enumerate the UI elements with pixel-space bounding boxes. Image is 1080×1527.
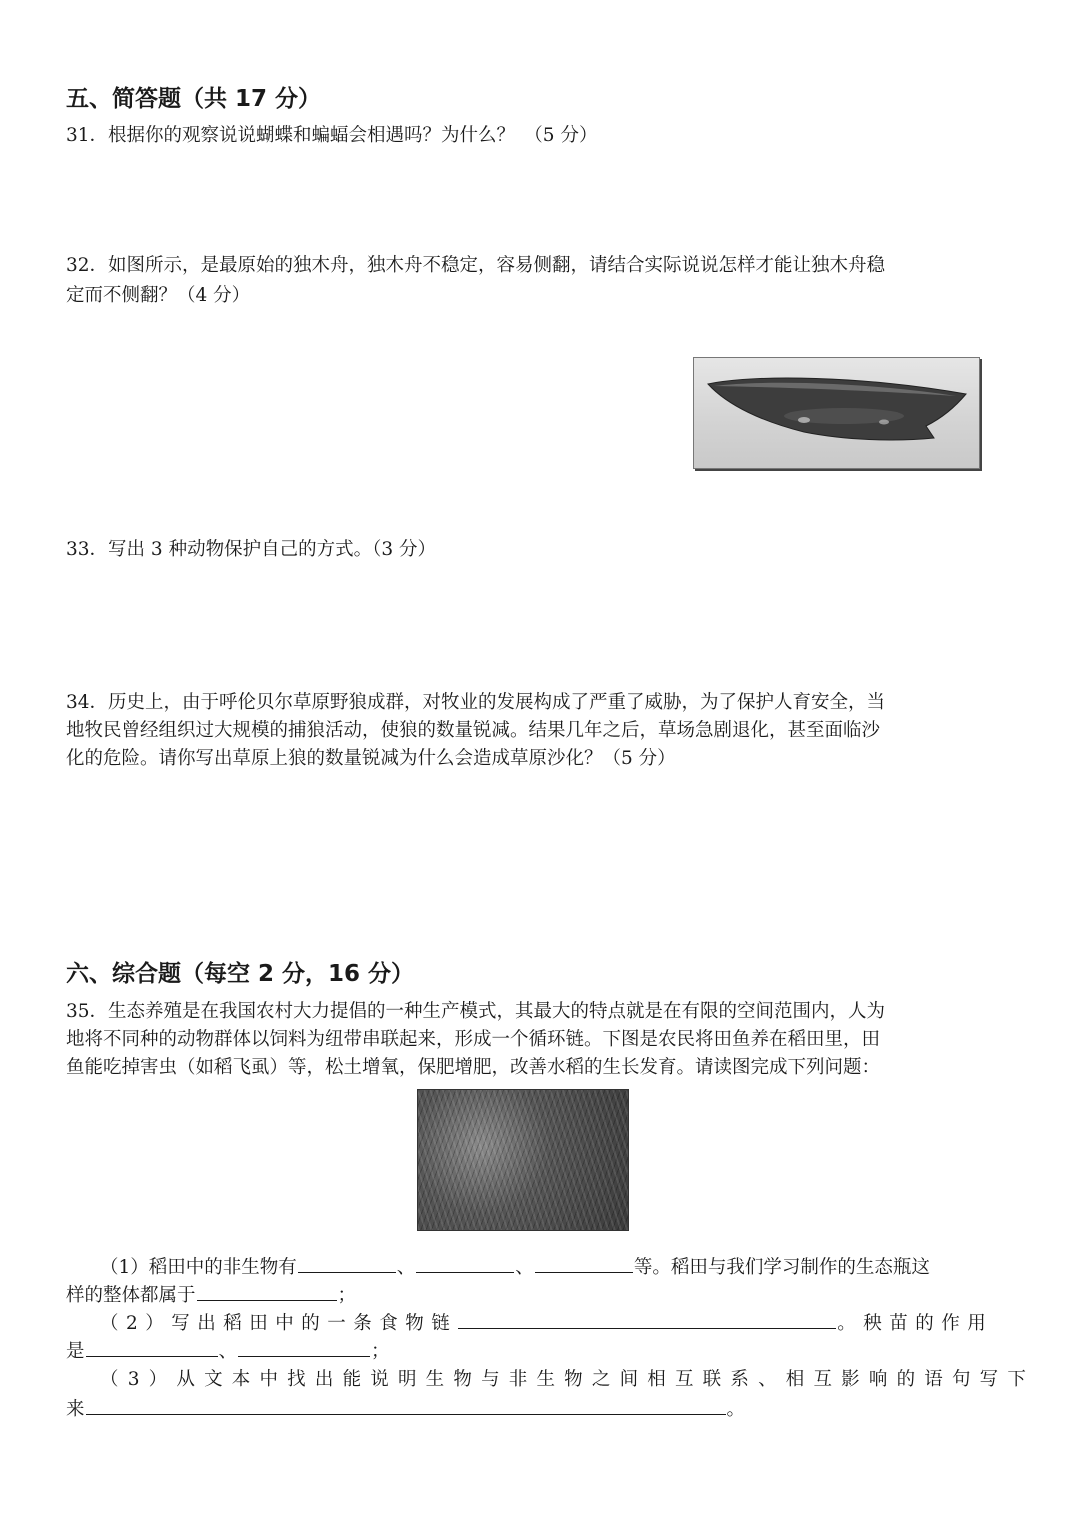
canoe-icon — [694, 358, 979, 468]
sub-2-suffix: 。秧苗的作用 — [837, 1313, 994, 1334]
line-end: ； — [371, 1341, 390, 1362]
sub-2-continuation: 是 — [66, 1341, 85, 1362]
answer-blank-2[interactable] — [416, 1252, 514, 1273]
answer-blank-4[interactable] — [197, 1280, 337, 1301]
separator: 、 — [218, 1341, 238, 1362]
sub-question-2-line-2 — [66, 1336, 390, 1366]
answer-blank-7[interactable] — [238, 1336, 370, 1357]
question-35-line-3: 鱼能吃掉害虫（如稻飞虱）等，松土增氧，保肥增肥，改善水稻的生长发育。请读图完成下列问题： — [66, 1057, 881, 1078]
line-end: ； — [337, 1285, 357, 1306]
sub-2-prefix: （2）写出稻田中的一条食物链 — [100, 1313, 458, 1334]
answer-blank-5[interactable] — [458, 1308, 836, 1329]
separator: 、 — [515, 1257, 534, 1278]
separator: 、 — [396, 1257, 416, 1278]
sub-question-1-line-2 — [66, 1280, 356, 1310]
sub-1-prefix: （1）稻田中的非生物有 — [100, 1257, 297, 1278]
answer-blank-6[interactable] — [86, 1336, 218, 1357]
section-5-heading: 五、简答题（共 17 分） — [66, 86, 322, 112]
question-35-line-2: 地将不同种的动物群体以饲料为纽带串联起来，形成一个循环链。下图是农民将田鱼养在稻田里，田 — [66, 1029, 881, 1050]
sub-question-3-line-1: （3）从文本中找出能说明生物与非生物之间相互联系、相互影响的语句写下 — [100, 1369, 1036, 1390]
answer-blank-1[interactable] — [298, 1252, 396, 1273]
question-34-line-2: 地牧民曾经组织过大规模的捕狼活动，使狼的数量锐减。结果几年之后，草场急剧退化，甚至面临沙 — [66, 720, 881, 741]
sub-question-3-line-2 — [66, 1394, 745, 1424]
question-31: 31．根据你的观察说说蝴蝶和蝙蝠会相遇吗？为什么？ （5 分） — [66, 125, 598, 146]
question-34-line-3: 化的危险。请你写出草原上狼的数量锐减为什么会造成草原沙化？（5 分） — [66, 748, 676, 769]
question-33: 33．写出 3 种动物保护自己的方式。（3 分） — [66, 539, 436, 560]
sub-1-continuation: 样的整体都属于 — [66, 1285, 196, 1306]
answer-blank-3[interactable] — [535, 1252, 633, 1273]
sub-question-2-line-1 — [100, 1308, 993, 1338]
sub-3-continuation: 来 — [66, 1399, 85, 1420]
section-6-heading: 六、综合题（每空 2 分，16 分） — [66, 961, 415, 987]
sub-question-1-line-1 — [100, 1252, 930, 1282]
answer-blank-8[interactable] — [86, 1394, 726, 1415]
dugout-canoe-photo — [693, 357, 980, 469]
question-32-line-2: 定而不侧翻？（4 分） — [66, 285, 251, 306]
question-34-line-1: 34．历史上，由于呼伦贝尔草原野狼成群，对牧业的发展构成了严重了威胁，为了保护人育安全，当 — [66, 692, 886, 713]
question-35-line-1: 35．生态养殖是在我国农村大力提倡的一种生产模式，其最大的特点就是在有限的空间范围内，人为 — [66, 1001, 886, 1022]
sub-1-suffix: 等。稻田与我们学习制作的生态瓶这 — [633, 1257, 930, 1278]
line-end: 。 — [726, 1399, 746, 1420]
question-32-line-1: 32．如图所示，是最原始的独木舟，独木舟不稳定，容易侧翻，请结合实际说说怎样才能让独木舟稳 — [66, 255, 886, 276]
rice-paddy-photo — [417, 1089, 629, 1231]
